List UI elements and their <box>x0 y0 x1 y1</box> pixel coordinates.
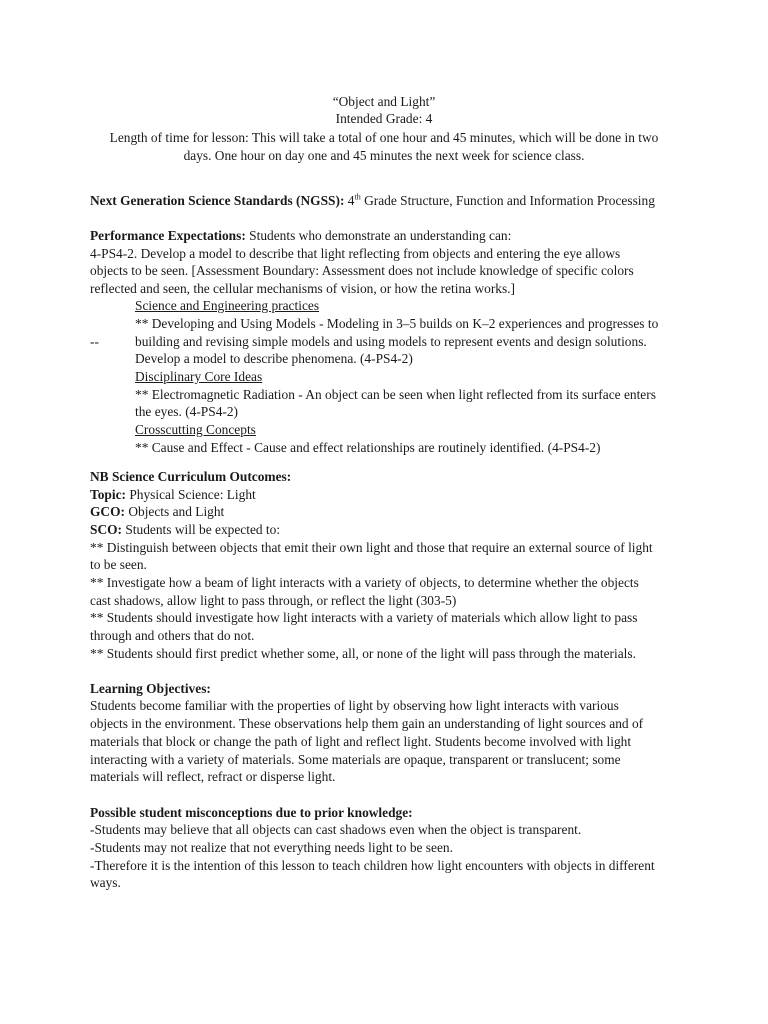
nb-text-line: to be seen. <box>90 557 147 572</box>
pe-line <box>90 227 511 245</box>
intended-grade: Intended Grade: 4 <box>335 111 433 126</box>
nb-text-line: ** Students should first predict whether some, all, or none of the light will pass through the materials. <box>90 646 636 661</box>
ngss-line <box>90 192 655 210</box>
ngss-grade-suffix: th <box>354 192 361 202</box>
dash-mark: -- <box>90 334 99 349</box>
gco-line <box>90 503 224 521</box>
misconceptions-heading: Possible student misconceptions due to prior knowledge: <box>90 805 413 820</box>
sep-text-line: building and revising simple models and using models to represent events and design solutions. <box>135 334 647 349</box>
dci-heading: Disciplinary Core Ideas <box>135 369 263 384</box>
pe-text-line: reflected and seen, the cellular mechanisms of vision, or how the retina works.] <box>90 281 516 296</box>
lo-text-line: materials that block or change the path of light and reflect light. Students become involved with light <box>90 734 632 749</box>
sep-text-line: ** Developing and Using Models - Modeling in 3–5 builds on K–2 experiences and progresses to <box>135 316 659 331</box>
lesson-title: “Object and Light” <box>332 94 436 109</box>
sco-label: SCO: <box>90 522 122 537</box>
pe-text-line: 4-PS4-2. Develop a model to describe that light reflecting from objects and entering the eye allows <box>90 246 621 261</box>
lo-text-line: objects in the environment. These observations help them gain an understanding of light sources and of <box>90 716 644 731</box>
misconception-line: -Students may believe that all objects can cast shadows even when the object is transparent. <box>90 822 582 837</box>
lo-text-line: materials will reflect, refract or disperse light. <box>90 769 336 784</box>
sco-line <box>90 521 280 539</box>
lesson-length-line-2: days. One hour on day one and 45 minutes the next week for science class. <box>183 148 585 163</box>
nb-text-line: cast shadows, allow light to pass through, or reflect the light (303-5) <box>90 593 457 608</box>
lo-text-line: Students become familiar with the properties of light by observing how light interacts with various <box>90 698 619 713</box>
sep-text-line: Develop a model to describe phenomena. (4-PS4-2) <box>135 351 413 366</box>
misconception-line: ways. <box>90 875 121 890</box>
lesson-length-line-1: Length of time for lesson: This will take a total of one hour and 45 minutes, which will be done in two <box>109 130 659 145</box>
gco-value: Objects and Light <box>128 504 225 519</box>
lo-text-line: interacting with a variety of materials. Some materials are opaque, transparent or translucent; some <box>90 752 621 767</box>
nb-text-line: ** Investigate how a beam of light interacts with a variety of objects, to determine whether the objects <box>90 575 639 590</box>
sco-value: Students will be expected to: <box>125 522 281 537</box>
ngss-label: Next Generation Science Standards (NGSS): <box>90 193 345 208</box>
topic-label: Topic: <box>90 487 126 502</box>
nb-text-line: through and others that do not. <box>90 628 255 643</box>
gco-label: GCO: <box>90 504 125 519</box>
nb-text-line: ** Distinguish between objects that emit their own light and those that require an external source of light <box>90 540 653 555</box>
misconception-line: -Therefore it is the intention of this lesson to teach children how light encounters with objects in different <box>90 858 655 873</box>
cc-text-line: ** Cause and Effect - Cause and effect relationships are routinely identified. (4-PS4-2) <box>135 440 601 455</box>
topic-value: Physical Science: Light <box>129 487 256 502</box>
misconception-line: -Students may not realize that not everything needs light to be seen. <box>90 840 453 855</box>
pe-intro: Students who demonstrate an understanding can: <box>249 228 512 243</box>
dci-text-line: ** Electromagnetic Radiation - An object can be seen when light reflected from its surface enters <box>135 387 656 402</box>
cc-heading: Crosscutting Concepts <box>135 422 256 437</box>
ngss-grade-number: 4 <box>347 193 355 208</box>
lo-heading: Learning Objectives: <box>90 681 211 696</box>
pe-text-line: objects to be seen. [Assessment Boundary: Assessment does not include knowledge of specific colors <box>90 263 634 278</box>
pe-label: Performance Expectations: <box>90 228 246 243</box>
nb-heading: NB Science Curriculum Outcomes: <box>90 469 292 484</box>
nb-text-line: ** Students should investigate how light interacts with a variety of materials which allow light to pass <box>90 610 638 625</box>
sep-heading: Science and Engineering practices <box>135 298 320 313</box>
topic-line <box>90 486 256 504</box>
ngss-grade-text: Grade Structure, Function and Information Processing <box>364 193 655 208</box>
dci-text-line: the eyes. (4-PS4-2) <box>135 404 239 419</box>
